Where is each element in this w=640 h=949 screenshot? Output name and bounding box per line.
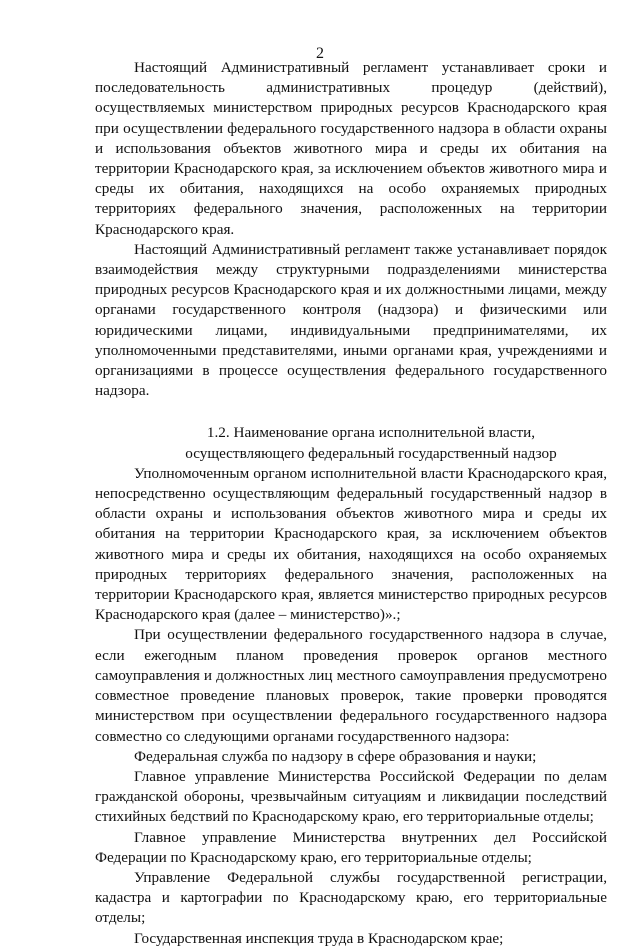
list-item-emergency-ministry: Главное управление Министерства Российской Федерации по делам гражданской обороны, чрезвычайным ситуациям и ликвидации последствий стихийных бедствий по Краснодарскому краю, его территориальные отделы;: [95, 767, 607, 826]
list-item-interior-ministry: Главное управление Министерства внутренних дел Российской Федерации по Краснодарскому краю, его территориальные отделы;: [95, 828, 607, 866]
section-heading-line-1: 1.2. Наименование органа исполнительной власти,: [206, 424, 536, 442]
paragraph-scope: Настоящий Административный регламент устанавливает сроки и последовательность административных процедур (действий), осуществляемых министерством природных ресурсов Краснодарского края при осуществлении федерального государственного надзора в области охраны и использования объектов животного мира и среды их обитания на территории Краснодарского края, за исключением объектов животного мира и среды их обитания, находящихся на особо охраняемых природных территориях федерального значения, расположенных на территории Краснодарского края.: [95, 59, 607, 238]
paragraph-authorized-body: Уполномоченным органом исполнительной власти Краснодарского края, непосредственно осуществляющим федеральный государственный надзор в области охраны и использования объектов животного мира и среды их обитания на территории Краснодарского края, за исключением объектов животного мира и среды их обитания, находящихся на особо охраняемых природных территориях федерального значения, расположенных на территории Краснодарского края, является министерство природных ресурсов Краснодарского края (далее – министерство)».;: [95, 464, 607, 624]
section-heading: [95, 423, 607, 463]
page-number: 2: [316, 45, 324, 62]
paragraph-joint-inspections: При осуществлении федерального государственного надзора в случае, если ежегодным планом проведения проверок органов местного самоуправления и должностных лиц местного самоуправления предусмотрено совместное проведение плановых проверок, такие проверки проводятся министерством при осуществлении федерального государственного надзора совместно со следующими органами государственного надзора:: [95, 626, 607, 745]
list-item-labor-inspection: Государственная инспекция труда в Краснодарском крае;: [134, 929, 504, 947]
section-heading-line-2: осуществляющего федеральный государственный надзор: [185, 444, 557, 462]
list-item-registration-service: Управление Федеральной службы государственной регистрации, кадастра и картографии по Краснодарскому краю, его территориальные отделы;: [95, 868, 607, 927]
paragraph-interaction-order: Настоящий Административный регламент также устанавливает порядок взаимодействия между структурными подразделениями министерства природных ресурсов Краснодарского края и их должностными лицами, между органами государственного контроля (надзора) и физическими или юридическими лицами, индивидуальными предпринимателями, их уполномоченными представителями, иными органами края, учреждениями и организациями в процессе осуществления федерального государственного надзора.: [95, 240, 607, 400]
document-body: [95, 58, 607, 949]
list-item-education-service: Федеральная служба по надзору в сфере образования и науки;: [134, 747, 537, 765]
